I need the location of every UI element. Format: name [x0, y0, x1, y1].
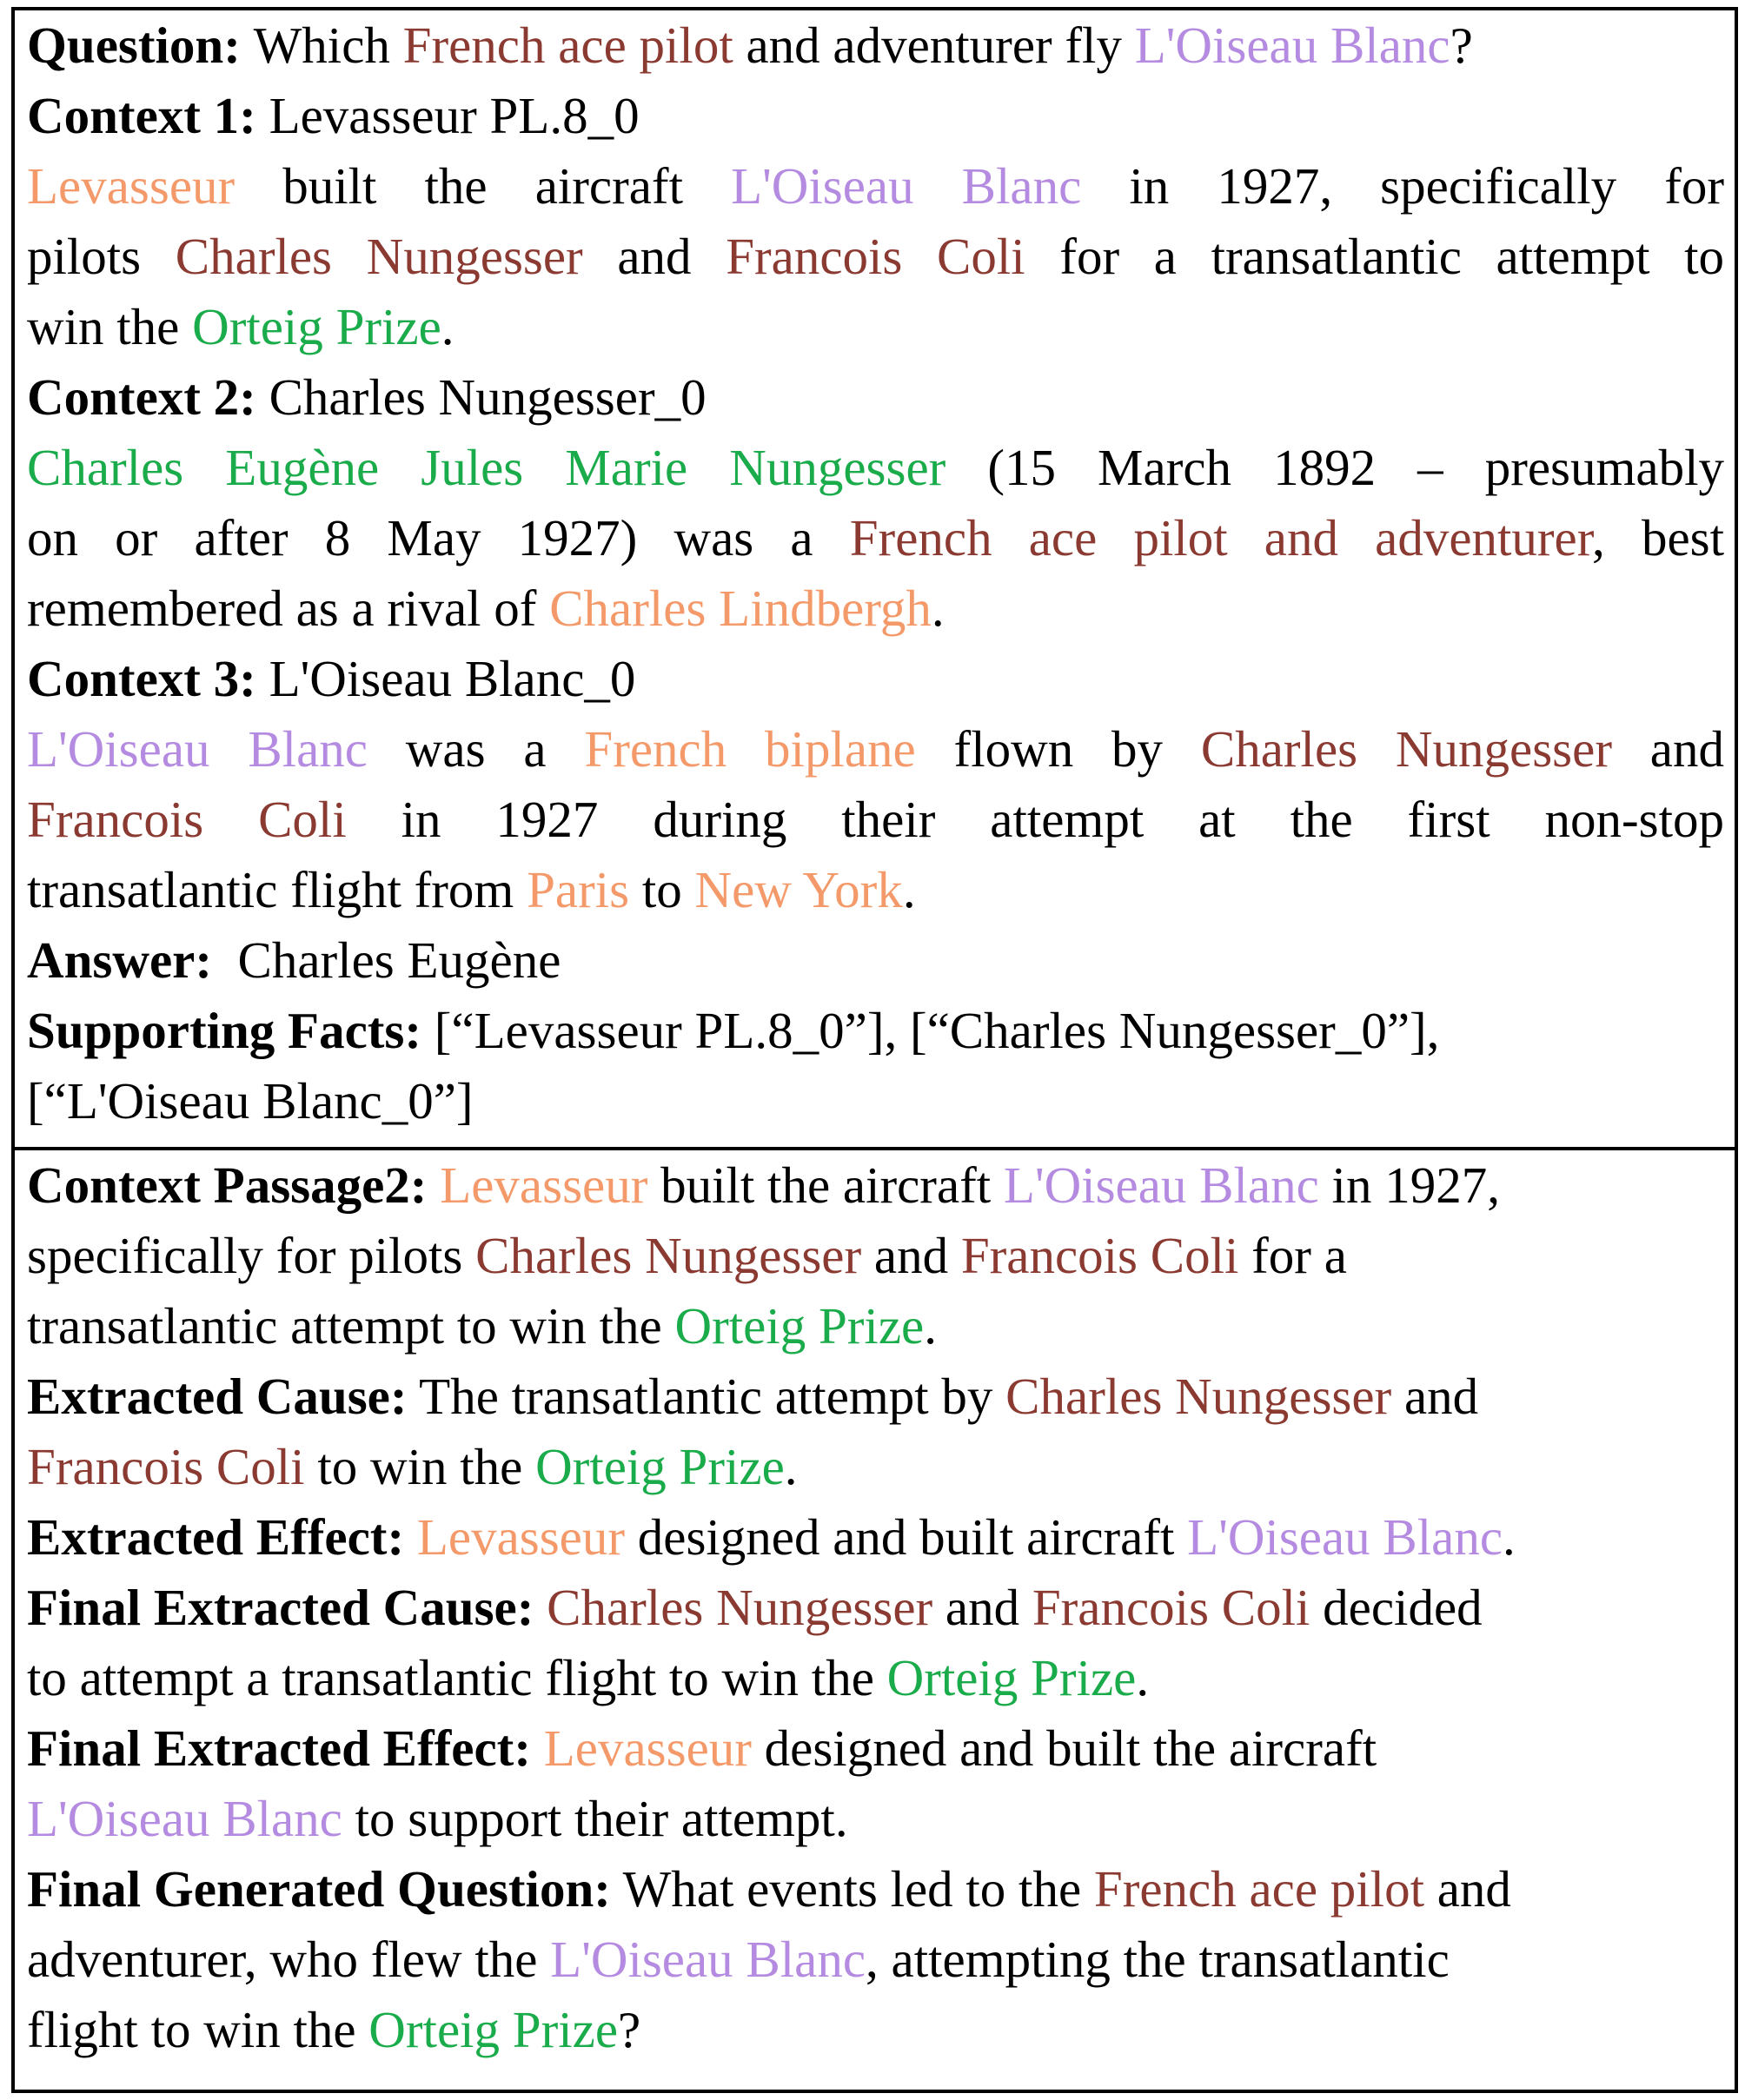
extracted-effect-label: Extracted Effect:	[27, 1508, 405, 1566]
context2-line	[27, 433, 1724, 503]
final-question-text: flight to win the	[27, 2001, 369, 2058]
example-panel	[15, 10, 1735, 1147]
context3-line	[27, 855, 1724, 925]
supporting-facts-value: [“L'Oiseau Blanc_0”]	[27, 1072, 474, 1129]
entity-francois-coli: Francois Coli	[27, 791, 347, 848]
question-line	[27, 10, 1724, 81]
context-text: (15 March 1892 – presumably	[945, 439, 1724, 496]
context1-label: Context 1:	[27, 87, 256, 144]
entity-loiseau-blanc: L'Oiseau Blanc	[1134, 17, 1450, 74]
supporting-facts-value: [“Levasseur PL.8_0”], [“Charles Nungesser_0”],	[434, 1002, 1440, 1059]
context-text: transatlantic flight from	[27, 861, 527, 918]
passage-label: Context Passage2:	[27, 1156, 428, 1214]
context1-line	[27, 222, 1724, 292]
context2-line	[27, 503, 1724, 573]
context-text: and	[1611, 720, 1724, 778]
entity-charles-nungesser: Charles Nungesser	[1005, 1368, 1392, 1425]
context-text: .	[931, 580, 945, 637]
entity-charles-nungesser: Charles Nungesser	[175, 228, 583, 285]
entity-orteig-prize: Orteig Prize	[535, 1438, 785, 1495]
entity-loiseau-blanc: L'Oiseau Blanc	[731, 157, 1082, 215]
context3-line	[27, 714, 1724, 785]
final-cause-text: to attempt a transatlantic flight to win the	[27, 1649, 887, 1706]
entity-levasseur: Levasseur	[543, 1719, 752, 1777]
entity-paris: Paris	[527, 861, 630, 918]
final-cause-text: .	[1136, 1649, 1150, 1706]
final-cause-label: Final Extracted Cause:	[27, 1579, 534, 1636]
passage-text: .	[924, 1297, 937, 1355]
context-text: built the aircraft	[235, 157, 732, 215]
context-text: flown by	[915, 720, 1201, 778]
context-text: in 1927 during their attempt at the first non-stop	[346, 791, 1724, 848]
context-text: for a transatlantic attempt to	[1025, 228, 1724, 285]
extracted-cause-label: Extracted Cause:	[27, 1368, 408, 1425]
entity-loiseau-blanc: L'Oiseau Blanc	[1003, 1156, 1319, 1214]
answer-label: Answer:	[27, 931, 213, 989]
question-text: ?	[1450, 17, 1473, 74]
context2-title: Charles Nungesser_0	[269, 368, 707, 426]
context1-line	[27, 151, 1724, 222]
context3-label: Context 3:	[27, 650, 256, 707]
final-cause-text: and	[932, 1579, 1032, 1636]
supporting-facts-line	[27, 1066, 1724, 1136]
final-question-text: , attempting the transatlantic	[866, 1931, 1450, 1988]
extracted-cause-line	[27, 1432, 1724, 1502]
entity-orteig-prize: Orteig Prize	[368, 2001, 618, 2058]
final-question-line	[27, 1924, 1724, 1995]
context3-header	[27, 644, 1724, 714]
entity-full-name: Charles Eugène Jules Marie Nungesser	[27, 439, 946, 496]
context-text: remembered as a rival of	[27, 580, 550, 637]
question-label: Question:	[27, 17, 241, 74]
context-text: , best	[1592, 509, 1724, 566]
example-figure	[11, 7, 1738, 2093]
entity-french-biplane: French biplane	[584, 720, 916, 778]
entity-francois-coli: Francois Coli	[1032, 1579, 1310, 1636]
entity-french-ace-pilot: French ace pilot	[1093, 1860, 1424, 1918]
passage-line	[27, 1150, 1724, 1221]
entity-loiseau-blanc: L'Oiseau Blanc	[1187, 1508, 1503, 1566]
supporting-facts-line	[27, 996, 1724, 1066]
effect-text: .	[1503, 1508, 1516, 1566]
cause-text: The transatlantic attempt by	[407, 1368, 1006, 1425]
context-text: win the	[27, 298, 193, 355]
question-text: Which	[253, 17, 403, 74]
entity-francois-coli: Francois Coli	[726, 228, 1025, 285]
context-text: on or after 8 May 1927) was a	[27, 509, 850, 566]
context-text: to	[629, 861, 695, 918]
entity-loiseau-blanc: L'Oiseau Blanc	[27, 720, 368, 778]
final-effect-text: to support their attempt.	[342, 1790, 848, 1847]
cause-text: and	[1391, 1368, 1479, 1425]
entity-charles-lindbergh: Charles Lindbergh	[549, 580, 932, 637]
extracted-cause-line	[27, 1361, 1724, 1432]
context-text: .	[902, 861, 916, 918]
effect-text: designed and built aircraft	[625, 1508, 1188, 1566]
context-text: was a	[367, 720, 585, 778]
passage-text: in 1927,	[1318, 1156, 1500, 1214]
context1-title: Levasseur PL.8_0	[269, 87, 640, 144]
context3-title: L'Oiseau Blanc_0	[269, 650, 636, 707]
passage-line	[27, 1291, 1724, 1361]
answer-line	[27, 925, 1724, 996]
generation-panel	[15, 1150, 1735, 2090]
final-effect-line	[27, 1784, 1724, 1854]
entity-levasseur: Levasseur	[416, 1508, 626, 1566]
cause-text: .	[784, 1438, 798, 1495]
passage-text: and	[861, 1227, 961, 1284]
final-effect-label: Final Extracted Effect:	[27, 1719, 531, 1777]
final-question-label: Final Generated Question:	[27, 1860, 611, 1918]
passage-line	[27, 1221, 1724, 1291]
entity-francois-coli: Francois Coli	[960, 1227, 1239, 1284]
extracted-effect-line	[27, 1502, 1724, 1573]
final-question-line	[27, 1995, 1724, 2065]
final-effect-line	[27, 1713, 1724, 1784]
context-text: pilots	[27, 228, 176, 285]
context2-label: Context 2:	[27, 368, 256, 426]
context1-header	[27, 81, 1724, 151]
answer-value: Charles Eugène	[237, 931, 561, 989]
final-question-line	[27, 1854, 1724, 1924]
context3-line	[27, 785, 1724, 855]
entity-french-ace-pilot: French ace pilot	[402, 17, 733, 74]
entity-orteig-prize: Orteig Prize	[192, 298, 441, 355]
passage-text: specifically for pilots	[27, 1227, 476, 1284]
entity-orteig-prize: Orteig Prize	[886, 1649, 1137, 1706]
entity-charles-nungesser: Charles Nungesser	[475, 1227, 862, 1284]
supporting-facts-label: Supporting Facts:	[27, 1002, 422, 1059]
final-effect-text: designed and built the aircraft	[751, 1719, 1377, 1777]
entity-charles-nungesser: Charles Nungesser	[547, 1579, 933, 1636]
final-question-text: and	[1423, 1860, 1511, 1918]
entity-orteig-prize: Orteig Prize	[674, 1297, 925, 1355]
entity-new-york: New York	[694, 861, 903, 918]
entity-levasseur: Levasseur	[27, 157, 236, 215]
final-cause-text: decided	[1310, 1579, 1483, 1636]
final-question-text: What events led to the	[610, 1860, 1094, 1918]
entity-loiseau-blanc: L'Oiseau Blanc	[550, 1931, 866, 1988]
entity-charles-nungesser: Charles Nungesser	[1200, 720, 1612, 778]
context1-line	[27, 292, 1724, 362]
entity-french-ace-pilot: French ace pilot and adventurer	[849, 509, 1593, 566]
final-cause-line	[27, 1573, 1724, 1643]
final-question-text: adventurer, who flew the	[27, 1931, 551, 1988]
context-text: and	[582, 228, 727, 285]
passage-text: transatlantic attempt to win the	[27, 1297, 675, 1355]
entity-loiseau-blanc: L'Oiseau Blanc	[27, 1790, 342, 1847]
passage-text: for a	[1238, 1227, 1347, 1284]
question-text: and adventurer fly	[733, 17, 1135, 74]
context-text: .	[441, 298, 454, 355]
final-question-text: ?	[618, 2001, 641, 2058]
entity-francois-coli: Francois Coli	[27, 1438, 305, 1495]
entity-levasseur: Levasseur	[440, 1156, 648, 1214]
final-cause-line	[27, 1643, 1724, 1713]
context-text: in 1927, specifically for	[1081, 157, 1724, 215]
passage-text: built the aircraft	[647, 1156, 1004, 1214]
cause-text: to win the	[304, 1438, 536, 1495]
context2-line	[27, 573, 1724, 644]
context2-header	[27, 362, 1724, 433]
